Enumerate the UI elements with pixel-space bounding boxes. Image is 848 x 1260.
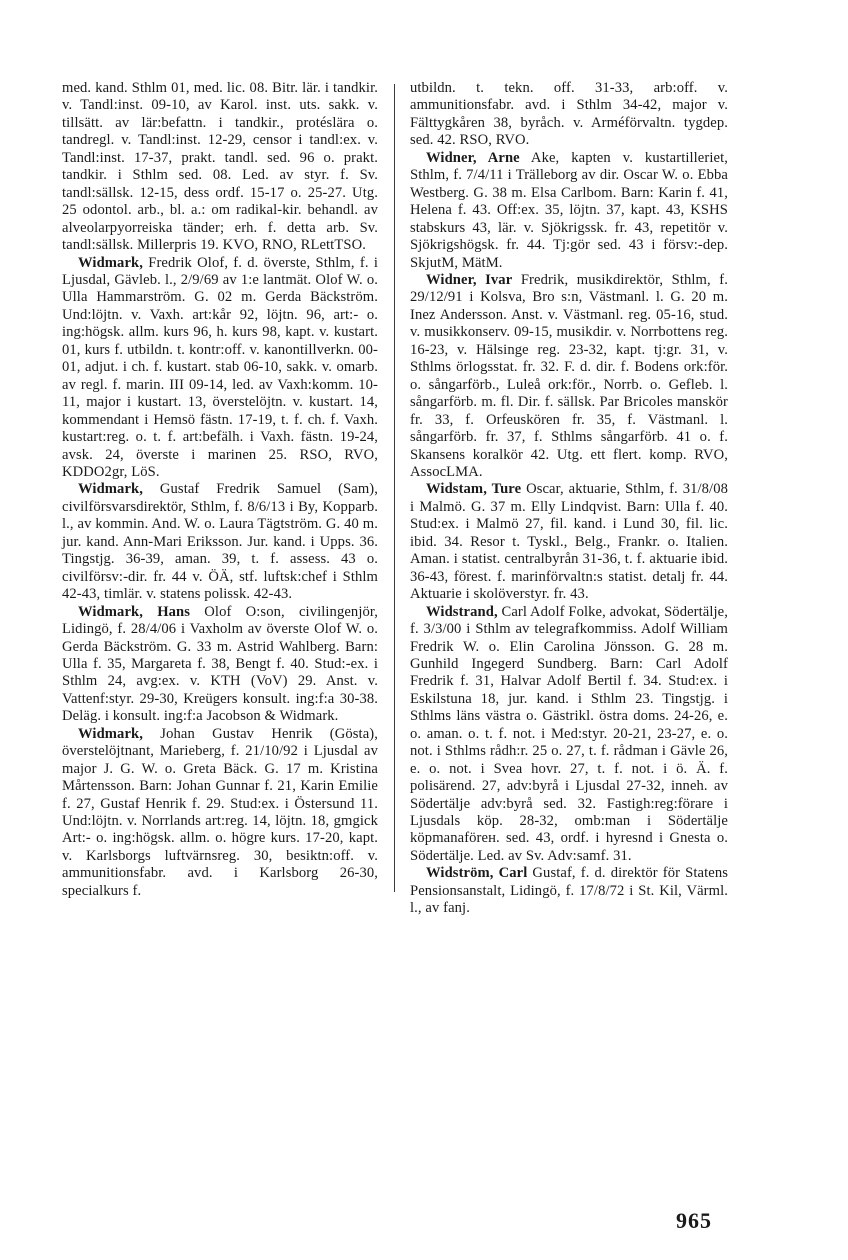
column-divider — [394, 84, 395, 892]
entry-text: Johan Gustav Henrik (Gösta), överstelöjtnant, Marieberg, f. 21/10/92 i Ljusdal av major J. G. W. o. Greta Bäck. G. 17 m. Kristina Mårtensson. Barn: Johan Gunnar f. 21, Karin Emilie f. 27, Gustaf Henrik f. 29. Stud:ex. i Östersund 11. Und:löjtn. v. Norrlands art:reg. 14, löjtn. 18, gmgick Art:- o. ing:högsk. allm. o. högre kurs. 17-20, kapt. v. Karlsborgs luftvärnsreg. 30, besiktn:off. v. ammunitionsfabr. avd. i Karlsborg 26-30, specialkurs f. — [62, 725, 378, 899]
entry-text: med. kand. Sthlm 01, med. lic. 08. Bitr. lär. i tandkir. v. Tandl:inst. 09-10, av Karol. inst. uts. sakk. v. tillsätt. av lär:befattn. i tandkir., protéslära o. tandregl. v. Tandl:inst. 12-29, censor i tandl:ex. v. Tandl:inst. 17-37, prakt. tandl. sed. 96 o. prakt. tandkir. i Sthlm sed. 08. Led. av styr. f. Sv. tandl:sällsk. 12-15, dess ordf. 15-17 o. 25-27. Utg. 25 odontol. arb., bl. a.: om radikal-kir. behandl. av alveolarpyorreiska tänder; erh. f. detta arb. Sv. tandl:sällsk. Millerpris 19. KVO, RNO, RLettTSO. — [62, 80, 378, 254]
entry-text: Carl Adolf Folke, advokat, Södertälje, f. 3/3/00 i Sthlm av telegrafkommiss. Adolf William Fredrik W. o. Elin Carolina Jönsson. G. 28 m. Gunhild Ingegerd Sundberg. Barn: Carl Adolf Fredrik f. 31, Halvar Adolf Bertil f. 34. Stud:ex. i Eskilstuna 18, jur. kand. i Sthlm 23. Tingstjg. i Sthlms läns västra o. Gästrikl. östra doms. 24-26, e. o. aman. o. t. f. not. i Med:styr. 20-21, 23-27, e. o. not. i Sthlms rådh:r. 25 o. 27, t. f. rådman i Gävle 26, e. o. not. i Svea hovr. 27, t. f. not. i ö. Ä. f. polisärend. 27, adv:byrå i Ljusdal 27-32, inneh. av Södertälje adv:byrå sed. 32. Fastigh:reg:förare i Ljusdals köp. 28-32, omb:man i Södertälje köpmanaförен. sed. 43, ordf. i hyresnd i Gnesta o. Södertälje. Led. av Sv. Adv:samf. 31. — [410, 603, 728, 864]
left-column — [62, 80, 378, 900]
entry-name: Widner, Ivar — [426, 271, 513, 288]
page-number: 965 — [676, 1208, 712, 1233]
entry-continuation — [410, 80, 728, 150]
entry-text: Ake, kapten v. kustartilleriet, Sthlm, f. 7/4/11 i Trälleborg av dir. Oscar W. o. Ebba Westberg. G. 38 m. Elsa Carlbom. Barn: Karin f. 41, Helena f. 43. Off:ex. 35, löjtn. 37, kapt. 43, KSHS stabskurs 43, lär. v. Sjökrigssk. fr. 43, repetitör v. Sjökrigshögsk. fr. 44. Tj:gör sed. 43 i försv:-dep. SkjutM, MätM. — [410, 149, 728, 271]
entry-text: Gustaf Fredrik Samuel (Sam), civilförsvarsdirektör, Sthlm, f. 8/6/13 i By, Kopparb. l., av kommin. And. W. o. Laura Tägtström. G. 40 m. jur. kand. Ann-Mari Eriksson. Jur. kand. i Upps. 36. Tingstjg. 36-39, aman. 39, t. f. assess. 43 o. civilförsv:-dir. fr. 44 v. ÖÄ, stf. luftsk:chef i Sthlm 42-43, timlär. v. statens polissk. 42-43. — [62, 481, 378, 603]
entry-text: Gustaf, f. d. direktör för Statens Pensionsanstalt, Lidingö, f. 17/8/72 i St. Kil, Värml. l., av fanj. — [410, 865, 728, 917]
entry-text: Fredrik Olof, f. d. överste, Sthlm, f. i Ljusdal, Gävleb. l., 2/9/69 av 1:e lantmät. Olof W. o. Ulla Hammarström. G. 02 m. Gerda Bäckström. Und:löjtn. v. Vaxh. art:kår 92, löjtn. 96, art:- o. ing:högsk. allm. kurs 96, h. kurs 98, kapt. v. kustart. 01, kurs f. utbildn. t. kontr:off. v. kanontillverkn. 00-01, adjut. i ch. f. kustart. stab 06-10, sakk. v. omarb. av regl. f. marin. III 09-14, led. av Vaxh:komm. 10-11, major i kustart. 13, överstelöjtn. v. kustart. 14, kommendant i Hemsö fästn. 17-19, t. f. ch. f. Vaxh. kustart:reg. o. t. f. art:befälh. i Vaxh. fästn. 19-24, avsk. 24, överste i marinen 25. RSO, RVO, KDDO2gr, LöS. — [62, 254, 378, 480]
entry-widmark-johan — [62, 726, 378, 901]
entry-widner-arne — [410, 150, 728, 272]
entry-widmark-hans — [62, 604, 378, 726]
entry-name: Widstam, Ture — [426, 481, 522, 498]
entry-text: utbildn. t. tekn. off. 31-33, arb:off. v. ammunitionsfabr. avd. i Sthlm 34-42, major v. Fälttygkåren 38, byråch. v. Arméförvaltn. tygdep. sed. 42. RSO, RVO. — [410, 80, 728, 149]
entry-text: Fredrik, musikdirektör, Sthlm, f. 29/12/91 i Kolsva, Bro s:n, Västmanl. l. G. 20 m. Inez Andersson. Anst. v. Västmanl. reg. 05-16, stud. v. musikkonserv. 09-15, musikdir. v. Norrbottens reg. 16-23, v. Hälsinge reg. 23-32, kapt. tj:gr. 31, v. Sthlms örlogsstat. fr. 32. F. d. dir. f. Bodens ork:för. o. sångarförb., Luleå ork:för., Norrb. o. Gefleb. l. sångarförb. m. fl. Dir. f. sällsk. Par Bricoles manskör fr. 33, f. Orfeuskören fr. 35, f. Västmanl. l. sångarförb. fr. 37, f. Sthlms sångarförb. 41 o. f. Skansens koralkör 42. Utg. ett flert. komp. RVO, AssocLMA. — [410, 271, 729, 480]
right-column — [410, 80, 728, 918]
entry-widstam-ture — [410, 481, 728, 603]
entry-widstrand-carl — [410, 604, 728, 866]
entry-name: Widner, Arne — [426, 149, 520, 166]
entry-widstrom-carl — [410, 865, 728, 917]
entry-text: Oscar, aktuarie, Sthlm, f. 31/8/08 i Malmö. G. 37 m. Elly Lindqvist. Barn: Ulla f. 40. Stud:ex. i Malmö 27, fil. kand. i Lund 30, fil. lic. ibid. 34. Resor t. Tyskl., Belg., Frankr. o. Italien. Aman. i statist. centralbyrån 31-36, t. f. aktuarie ibid. 36-43, förest. f. marinförvaltn:s statist. detalj fr. 44. Aktuarie i skolöverstyr. fr. 43. — [410, 481, 728, 603]
entry-widmark-fredrik-olof — [62, 255, 378, 482]
entry-name: Widmark, Hans — [78, 603, 191, 620]
entry-name: Widström, Carl — [426, 865, 528, 882]
entry-widner-ivar — [410, 272, 728, 481]
entry-text: Olof O:son, civilingenjör, Lidingö, f. 28/4/06 i Vaxholm av överste Olof W. o. Gerda Bäckström. G. 33 m. Astrid Wahlberg. Barn: Ulla f. 35, Margareta f. 38, Bengt f. 40. Stud:-ex. i Sthlm 24, avg:ex. v. KTH (VoV) 29. Anst. v. Vattenf:styr. 29-30, Kreügers konsult. ing:f:a 30-38. Deläg. i konsult. ing:f:a Jacobson & Widmark. — [62, 603, 379, 725]
entry-name: Widmark, — [78, 725, 143, 742]
entry-continuation — [62, 80, 378, 255]
entry-name: Widstrand, — [426, 603, 498, 620]
entry-widmark-gustaf — [62, 481, 378, 603]
entry-name: Widmark, — [78, 481, 143, 498]
entry-name: Widmark, — [78, 254, 143, 271]
